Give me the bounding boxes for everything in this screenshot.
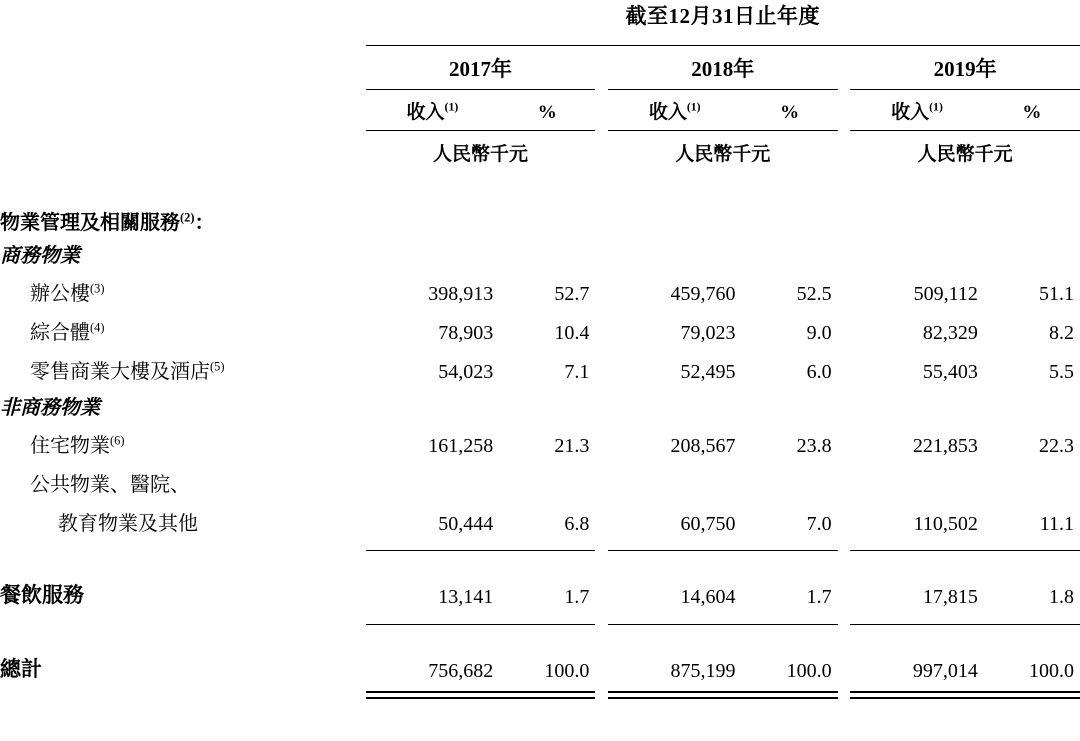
col-revenue-2017 xyxy=(366,90,500,130)
cell-residential-2019-revenue: 221,853 xyxy=(912,435,978,457)
rule-percent-2018 xyxy=(742,541,838,551)
header-period-row xyxy=(0,0,1080,36)
row-label-note: (4) xyxy=(90,320,105,335)
rule-percent-2019 xyxy=(984,615,1080,625)
row-label-catering-service: 餐飲服務 xyxy=(0,583,84,607)
cell-complex-2019-revenue: 82,329 xyxy=(922,322,978,344)
spacer-cell xyxy=(595,689,608,699)
spacer-cell xyxy=(0,689,366,699)
spacer-cell xyxy=(0,0,366,36)
cell-complex-2017-revenue: 78,903 xyxy=(438,322,494,344)
cell-retail-2018-percent: 6.0 xyxy=(806,361,832,383)
subsection-heading-commercial: 商務物業 xyxy=(0,245,80,267)
cell-public-2017-revenue: 50,444 xyxy=(438,513,494,535)
cell-retail-2017-revenue: 54,023 xyxy=(438,361,494,383)
subsection-heading-row xyxy=(0,237,1080,272)
unit-2017: 人民幣千元 xyxy=(432,144,528,165)
cell-total-2017-percent: 100.0 xyxy=(544,660,590,682)
cell-public-2018-percent: 7.0 xyxy=(806,513,832,535)
spacer-cell xyxy=(838,689,851,699)
spacer-row xyxy=(0,551,1080,571)
spacer-cell xyxy=(838,46,851,89)
cell-office-2017-percent: 52.7 xyxy=(554,283,590,305)
row-label-text: 零售商業大樓及酒店 xyxy=(30,361,210,383)
section-heading-row xyxy=(0,196,1080,237)
cell-complex-2017-percent: 10.4 xyxy=(554,322,590,344)
rule-row-period xyxy=(0,36,1080,46)
header-unit-row xyxy=(0,131,1080,176)
rule-row-service xyxy=(0,615,1080,625)
table-row xyxy=(0,272,1080,311)
revenue-note: (1) xyxy=(929,100,943,114)
row-label-note: (3) xyxy=(90,281,105,296)
spacer-cell xyxy=(838,571,851,615)
cell-catering-2019-revenue: 17,815 xyxy=(922,586,978,608)
spacer-cell xyxy=(0,90,366,130)
row-label-residential xyxy=(0,424,366,463)
cell-residential-2018-percent: 23.8 xyxy=(796,435,832,457)
spacer-cell xyxy=(0,541,366,551)
double-rule-revenue-2018 xyxy=(608,689,742,699)
spacer-cell xyxy=(838,502,851,541)
cell-catering-2018-revenue: 14,604 xyxy=(680,586,736,608)
cell-complex-2018-revenue: 79,023 xyxy=(680,322,736,344)
row-label-note: (5) xyxy=(210,359,225,374)
spacer-cell xyxy=(0,615,366,625)
cell-total-2019-revenue: 997,014 xyxy=(912,660,978,682)
table-row xyxy=(0,571,1080,615)
header-year-row xyxy=(0,46,1080,89)
cell-residential-2018-revenue: 208,567 xyxy=(670,435,736,457)
spacer-cell xyxy=(595,90,608,130)
col-revenue-2019 xyxy=(850,90,984,130)
spacer-row xyxy=(0,176,1080,196)
section-heading-text: 物業管理及相關服務 xyxy=(0,212,180,234)
spacer-cell xyxy=(595,131,608,176)
table-row xyxy=(0,311,1080,350)
cell-catering-2017-revenue: 13,141 xyxy=(438,586,494,608)
spacer-cell xyxy=(838,131,851,176)
rule-revenue-2018 xyxy=(608,615,742,625)
rule-under-period xyxy=(366,36,1080,46)
header-subcol-row xyxy=(0,90,1080,130)
rule-percent-2017 xyxy=(499,615,595,625)
cell-office-2018-percent: 52.5 xyxy=(796,283,832,305)
rule-revenue-2019 xyxy=(850,615,984,625)
row-label-note: (6) xyxy=(110,433,125,448)
section-heading-suffix: ： xyxy=(194,212,215,234)
revenue-label: 收入 xyxy=(406,102,445,123)
spacer-cell xyxy=(595,311,608,350)
unit-2018: 人民幣千元 xyxy=(675,144,771,165)
spacer-cell xyxy=(595,46,608,89)
spacer-cell xyxy=(595,272,608,311)
row-label-text: 綜合體 xyxy=(30,322,90,344)
cell-catering-2019-percent: 1.8 xyxy=(1049,586,1074,608)
table-row-total xyxy=(0,645,1080,689)
rule-revenue-2018 xyxy=(608,541,742,551)
table-row xyxy=(0,502,1080,541)
table-row xyxy=(0,350,1080,389)
rule-row-section xyxy=(0,541,1080,551)
spacer-cell xyxy=(838,615,851,625)
spacer-cell xyxy=(838,272,851,311)
cell-complex-2018-percent: 9.0 xyxy=(806,322,832,344)
cell-retail-2018-revenue: 52,495 xyxy=(680,361,736,383)
row-label-office xyxy=(0,272,366,311)
spacer-cell xyxy=(838,311,851,350)
spacer-cell xyxy=(838,90,851,130)
spacer-cell xyxy=(595,571,608,615)
double-rule-percent-2017 xyxy=(499,689,595,699)
cell-retail-2019-percent: 5.5 xyxy=(1049,361,1074,383)
cell-complex-2019-percent: 8.2 xyxy=(1049,322,1074,344)
spacer-cell xyxy=(595,615,608,625)
rule-row-total xyxy=(0,689,1080,699)
rule-percent-2019 xyxy=(984,541,1080,551)
cell-retail-2017-percent: 7.1 xyxy=(564,361,590,383)
cell-total-2018-percent: 100.0 xyxy=(786,660,832,682)
row-label-public-hospital-line2: 教育物業及其他 xyxy=(58,513,198,535)
cell-office-2018-revenue: 459,760 xyxy=(670,283,736,305)
spacer-cell xyxy=(838,645,851,689)
cell-public-2019-percent: 11.1 xyxy=(1039,513,1074,535)
revenue-note: (1) xyxy=(444,100,459,114)
cell-public-2018-revenue: 60,750 xyxy=(680,513,736,535)
col-revenue-2018 xyxy=(608,90,742,130)
spacer-row xyxy=(0,625,1080,645)
spacer-cell xyxy=(0,551,1080,571)
period-title: 截至12月31日止年度 xyxy=(625,4,821,28)
cell-office-2019-revenue: 509,112 xyxy=(913,283,978,305)
double-rule-revenue-2019 xyxy=(850,689,984,699)
cell-total-2017-revenue: 756,682 xyxy=(428,660,494,682)
row-label-public-hospital-line1: 公共物業、醫院、 xyxy=(30,474,190,496)
spacer-cell xyxy=(0,36,366,46)
spacer-cell xyxy=(838,424,851,463)
cell-catering-2017-percent: 1.7 xyxy=(564,586,590,608)
table-row xyxy=(0,424,1080,463)
cell-office-2019-percent: 51.1 xyxy=(1039,283,1074,305)
spacer-cell xyxy=(0,625,1080,645)
row-label-retail-hotel xyxy=(0,350,366,389)
rule-revenue-2019 xyxy=(850,541,984,551)
col-percent-2018: % xyxy=(780,102,800,123)
row-label-text: 住宅物業 xyxy=(30,435,110,457)
spacer-cell xyxy=(595,645,608,689)
cell-total-2019-percent: 100.0 xyxy=(1029,660,1074,682)
double-rule-revenue-2017 xyxy=(366,689,500,699)
spacer-cell xyxy=(0,176,1080,196)
rule-percent-2017 xyxy=(499,541,595,551)
spacer-cell xyxy=(366,463,1080,502)
double-rule-percent-2019 xyxy=(984,689,1080,699)
cell-residential-2017-revenue: 161,258 xyxy=(428,435,494,457)
cell-public-2019-revenue: 110,502 xyxy=(913,513,978,535)
spacer-cell xyxy=(595,350,608,389)
double-rule-percent-2018 xyxy=(742,689,838,699)
cell-retail-2019-revenue: 55,403 xyxy=(922,361,978,383)
year-2017: 2017年 xyxy=(448,57,512,81)
cell-total-2018-revenue: 875,199 xyxy=(670,660,736,682)
rule-revenue-2017 xyxy=(366,615,500,625)
rule-percent-2018 xyxy=(742,615,838,625)
cell-residential-2019-percent: 22.3 xyxy=(1039,435,1074,457)
revenue-label: 收入 xyxy=(891,102,930,123)
subsection-heading-non-commercial: 非商務物業 xyxy=(0,397,100,419)
section-heading-note: (2) xyxy=(180,210,195,225)
spacer-cell xyxy=(0,46,366,89)
row-label-total: 總計 xyxy=(0,657,42,681)
table-row-label-line1 xyxy=(0,463,1080,502)
revenue-label: 收入 xyxy=(648,102,687,123)
spacer-cell xyxy=(838,541,851,551)
spacer-cell xyxy=(595,502,608,541)
rule-revenue-2017 xyxy=(366,541,500,551)
revenue-note: (1) xyxy=(686,100,701,114)
spacer-cell xyxy=(595,424,608,463)
row-label-complex xyxy=(0,311,366,350)
year-2018: 2018年 xyxy=(691,57,755,81)
spacer-cell xyxy=(838,350,851,389)
unit-2019: 人民幣千元 xyxy=(917,144,1013,165)
cell-public-2017-percent: 6.8 xyxy=(564,513,590,535)
row-label-text: 辦公樓 xyxy=(30,283,90,305)
cell-office-2017-revenue: 398,913 xyxy=(428,283,494,305)
section-heading-property-management xyxy=(0,196,1080,237)
cell-residential-2017-percent: 21.3 xyxy=(554,435,590,457)
col-percent-2019: % xyxy=(1022,102,1042,123)
year-2019: 2019年 xyxy=(933,57,997,81)
spacer-cell xyxy=(0,131,366,176)
col-percent-2017: % xyxy=(537,102,557,123)
cell-catering-2018-percent: 1.7 xyxy=(806,586,832,608)
spacer-cell xyxy=(595,541,608,551)
subsection-heading-row xyxy=(0,389,1080,424)
